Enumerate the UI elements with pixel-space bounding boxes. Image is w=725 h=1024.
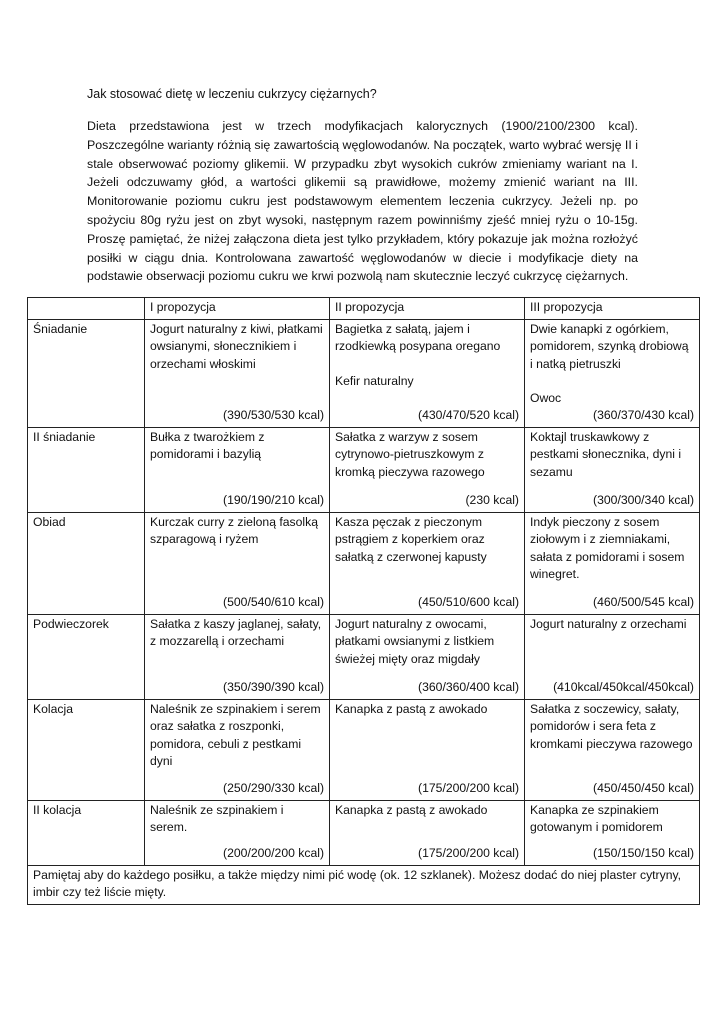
meal-name-cell: Kolacja bbox=[28, 699, 145, 800]
meal-extra: Kefir naturalny bbox=[335, 373, 414, 388]
proposal-cell bbox=[525, 512, 700, 614]
meal-description: Naleśnik ze szpinakiem i serem. bbox=[150, 802, 284, 834]
table-footer-row bbox=[28, 865, 700, 904]
meal-description: Koktajl truskawkowy z pestkami słonecznika, dyni i sezamu bbox=[530, 429, 682, 479]
meal-description: Kanapka z pastą z awokado bbox=[335, 701, 488, 716]
header-cell-empty bbox=[28, 298, 145, 320]
kcal-value: (300/300/340 kcal) bbox=[593, 493, 694, 507]
meal-name-cell: II kolacja bbox=[28, 800, 145, 865]
meal-description: Sałatka z soczewicy, sałaty, pomidorów i sera feta z kromkami pieczywa razowego bbox=[530, 701, 693, 751]
proposal-cell bbox=[145, 427, 330, 512]
kcal-value: (230 kcal) bbox=[465, 493, 519, 507]
header-cell-proposal-2: II propozycja bbox=[330, 298, 525, 320]
meal-description: Dwie kanapki z ogórkiem, pomidorem, szynką drobiową i natką pietruszki bbox=[530, 321, 689, 371]
proposal-cell bbox=[525, 614, 700, 699]
kcal-value: (175/200/200 kcal) bbox=[418, 781, 519, 795]
meal-name-cell: II śniadanie bbox=[28, 427, 145, 512]
proposal-cell bbox=[330, 512, 525, 614]
meal-description: Jogurt naturalny z owocami, płatkami owsianymi z listkiem świeżej mięty oraz migdały bbox=[335, 616, 495, 666]
proposal-cell bbox=[525, 699, 700, 800]
meal-description: Sałatka z warzyw z sosem cytrynowo-pietruszkowym z kromką pieczywa razowego bbox=[335, 429, 485, 479]
kcal-value: (450/450/450 kcal) bbox=[593, 781, 694, 795]
diet-table bbox=[27, 297, 700, 905]
intro-paragraph: Dieta przedstawiona jest w trzech modyfikacjach kalorycznych (1900/2100/2300 kcal). Poszczególne warianty różnią się zawartością węglowodanów. Na początek, warto wybrać wersję II i stale obserwować poziomy glikemii. W przypadku zbyt wysokich cukrów zmieniamy wariant na I. Jeżeli odczuwamy głód, a wartości glikemii są prawidłowe, możemy zmienić wariant na III. Monitorowanie poziomu cukru jest podstawowym elementem leczenia cukrzycy. Jeżeli np. po spożyciu 80g ryżu jest on zbyt wysoki, następnym razem powinniśmy zjeść mniej ryżu o 10-15g. Proszę pamiętać, że niżej załączona dieta jest tylko przykładem, który pokazuje jak można rozłożyć posiłki w ciągu dnia. Kontrolowana zawartość węglowodanów w diecie i modyfikacje diety na podstawie obserwacji poziomu cukru we krwi pozwolą nam skutecznie leczyć cukrzycę ciężarnych. bbox=[87, 119, 638, 284]
proposal-cell bbox=[145, 699, 330, 800]
kcal-value: (250/290/330 kcal) bbox=[223, 781, 324, 795]
kcal-value: (460/500/545 kcal) bbox=[593, 595, 694, 609]
proposal-cell bbox=[330, 800, 525, 865]
kcal-value: (200/200/200 kcal) bbox=[223, 846, 324, 860]
proposal-cell bbox=[525, 800, 700, 865]
meal-name-cell: Śniadanie bbox=[28, 319, 145, 427]
kcal-value: (450/510/600 kcal) bbox=[418, 595, 519, 609]
proposal-cell bbox=[145, 614, 330, 699]
kcal-value: (175/200/200 kcal) bbox=[418, 846, 519, 860]
meal-description: Jogurt naturalny z orzechami bbox=[530, 616, 687, 631]
meal-name-cell: Podwieczorek bbox=[28, 614, 145, 699]
table-row bbox=[28, 512, 700, 614]
meal-description: Jogurt naturalny z kiwi, płatkami owsianymi, słonecznikiem i orzechami włoskimi bbox=[150, 321, 323, 371]
table-row bbox=[28, 427, 700, 512]
meal-description: Bagietka z sałatą, jajem i rzodkiewką posypana oregano bbox=[335, 321, 501, 353]
header-cell-proposal-1: I propozycja bbox=[145, 298, 330, 320]
proposal-cell bbox=[145, 319, 330, 427]
proposal-cell bbox=[525, 319, 700, 427]
proposal-cell bbox=[330, 319, 525, 427]
table-header-row bbox=[28, 298, 700, 320]
table-row bbox=[28, 699, 700, 800]
hydration-note: Pamiętaj aby do każdego posiłku, a także między nimi pić wodę (ok. 12 szklanek). Możesz dodać do niej plaster cytryny, imbir czy też liście mięty. bbox=[28, 865, 700, 904]
document-heading: Jak stosować dietę w leczeniu cukrzycy ciężarnych? bbox=[87, 87, 377, 101]
kcal-value: (190/190/210 kcal) bbox=[223, 493, 324, 507]
meal-description: Sałatka z kaszy jaglanej, sałaty, z mozzarellą i orzechami bbox=[150, 616, 322, 648]
meal-description: Bułka z twarożkiem z pomidorami i bazylią bbox=[150, 429, 265, 461]
kcal-value: (350/390/390 kcal) bbox=[223, 680, 324, 694]
header-cell-proposal-3: III propozycja bbox=[525, 298, 700, 320]
kcal-value: (430/470/520 kcal) bbox=[418, 408, 519, 422]
kcal-value: (360/370/430 kcal) bbox=[593, 408, 694, 422]
table-row bbox=[28, 614, 700, 699]
kcal-value: (360/360/400 kcal) bbox=[418, 680, 519, 694]
meal-description: Kanapka ze szpinakiem gotowanym i pomidorem bbox=[530, 802, 663, 834]
kcal-value: (410kcal/450kcal/450kcal) bbox=[553, 680, 694, 694]
meal-description: Kanapka z pastą z awokado bbox=[335, 802, 488, 817]
meal-description: Indyk pieczony z sosem ziołowym i z ziemniakami, sałata z pomidorami i sosem winegret. bbox=[530, 514, 685, 581]
proposal-cell bbox=[330, 614, 525, 699]
meal-description: Kurczak curry z zieloną fasolką szparagową i ryżem bbox=[150, 514, 318, 546]
meal-description: Kasza pęczak z pieczonym pstrągiem z koperkiem oraz sałatką z czerwonej kapusty bbox=[335, 514, 487, 564]
proposal-cell bbox=[525, 427, 700, 512]
proposal-cell bbox=[330, 427, 525, 512]
proposal-cell bbox=[145, 512, 330, 614]
table-row bbox=[28, 800, 700, 865]
meal-description: Naleśnik ze szpinakiem i serem oraz sałatka z roszponki, pomidora, cebuli z pestkami dyni bbox=[150, 701, 321, 768]
kcal-value: (500/540/610 kcal) bbox=[223, 595, 324, 609]
meal-extra: Owoc bbox=[530, 391, 562, 405]
proposal-cell bbox=[145, 800, 330, 865]
meal-name-cell: Obiad bbox=[28, 512, 145, 614]
kcal-value: (390/530/530 kcal) bbox=[223, 408, 324, 422]
table-row bbox=[28, 319, 700, 427]
proposal-cell bbox=[330, 699, 525, 800]
kcal-value: (150/150/150 kcal) bbox=[593, 846, 694, 860]
